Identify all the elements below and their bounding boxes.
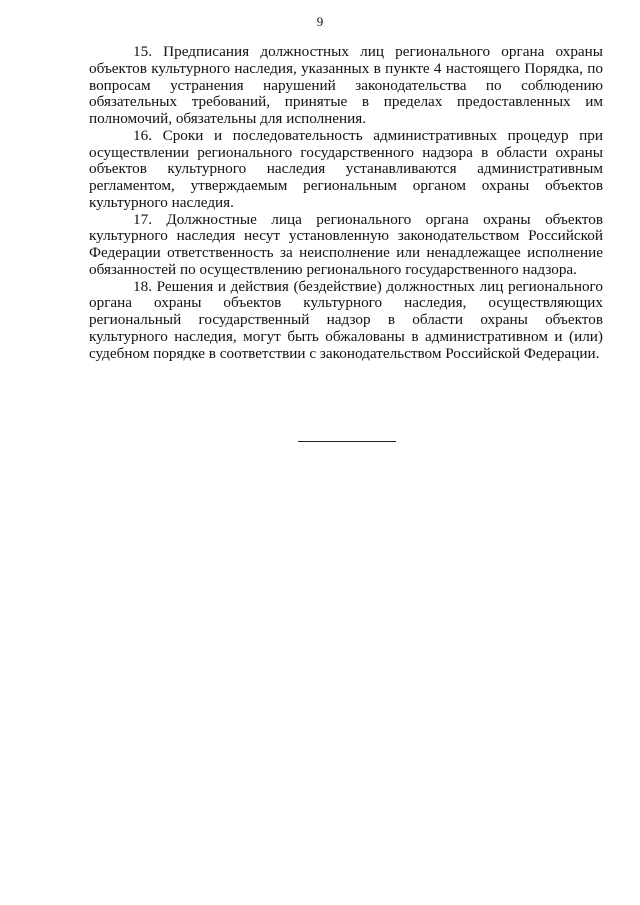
paragraph-16: 16. Сроки и последовательность административных процедур при осуществлении регионального государственного надзора в области охраны объектов культурного наследия устанавливаются административным регламентом, утверждаемым региональным органом охраны объектов культурного наследия.	[89, 126, 603, 211]
paragraph-17: 17. Должностные лица регионального органа охраны объектов культурного наследия несут установленную законодательством Российской Федерации ответственность за неисполнение или ненадлежащее исполнение обязанностей по осуществлению регионального государственного надзора.	[89, 210, 603, 278]
document-body	[89, 44, 603, 362]
page-number: 9	[316, 14, 324, 29]
end-separator-line	[298, 441, 396, 442]
paragraph-15: 15. Предписания должностных лиц регионального органа охраны объектов культурного наследия, указанных в пункте 4 настоящего Порядка, по вопросам устранения нарушений законодательства по соблюдению обязательных требований, принятые в пределах предоставленных им полномочий, обязательны для исполнения.	[89, 43, 603, 127]
paragraph-18: 18. Решения и действия (бездействие) должностных лиц регионального органа охраны объектов культурного наследия, осуществляющих региональный государственный надзор в области охраны объектов культурного наследия, могут быть обжалованы в административном и (или) судебном порядке в соответствии с законодательством Российской Федерации.	[89, 277, 603, 362]
